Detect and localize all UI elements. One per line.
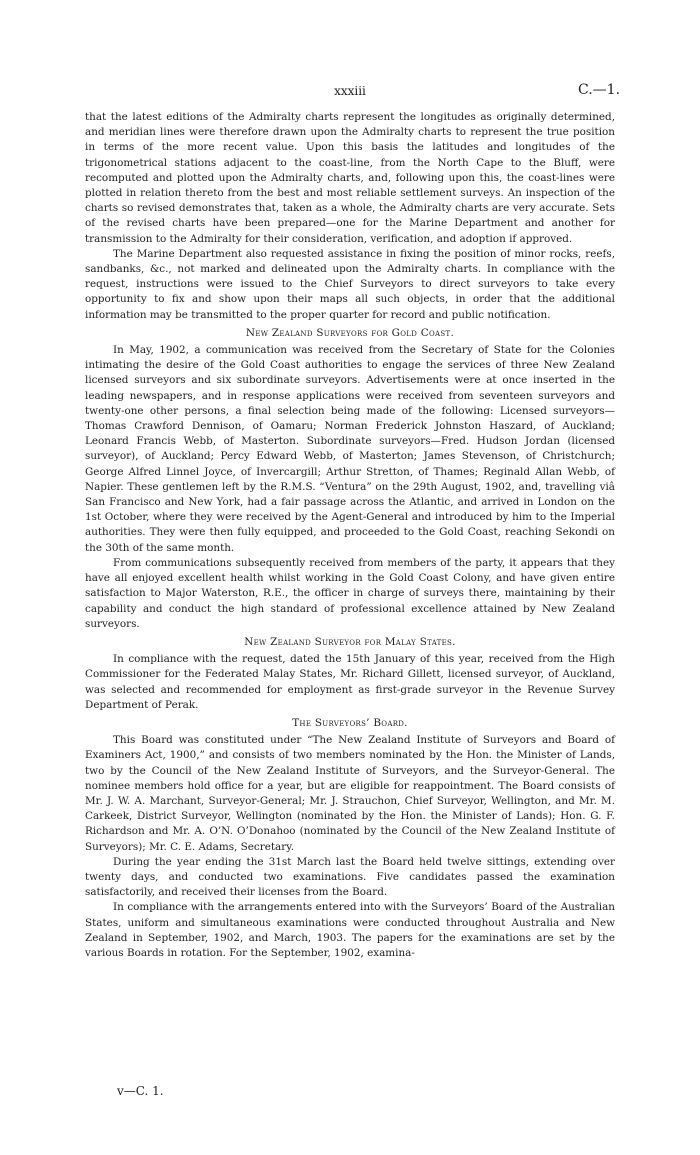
paragraph-board-sittings: During the year ending the 31st March last the Board held twelve sittings, extending over twenty days, and conducted two examinations. Five candidates passed the examination satisfactorily, and received their licenses from the Board. <box>85 855 615 899</box>
paragraph-australian-examinations: In compliance with the arrangements entered into with the Surveyors’ Board of the Australian States, uniform and simultaneous examinations were conducted throughout Australia and New Zealand in September, 1902, and March, 1903. The papers for the examinations are set by the various Boards in rotation. For the September, 1902, examina- <box>85 901 615 959</box>
paragraph-admiralty-charts: that the latest editions of the Admiralty charts represent the longitudes as originally determined, and meridian lines were therefore drawn upon the Admiralty charts to represent the true position in terms of the more recent value. Upon this basis the latitudes and longitudes of the trigonometrical stations adjacent to the coast-line, from the North Cape to the Bluff, were recomputed and plotted upon the Admiralty charts, and, following upon this, the coast-lines were plotted in relation thereto from the best and most reliable settlement surveys. An inspection of the charts so revised demonstrates that, taken as a whole, the Admiralty charts are very accurate. Sets of the revised charts have been prepared—one for the Marine Department and another for transmission to the Admiralty for their consideration, verification, and adoption if approved. <box>85 111 615 245</box>
heading-malay-states: New Zealand Surveyor for Malay States. <box>244 635 456 648</box>
paragraph-marine-department: The Marine Department also requested assistance in fixing the position of minor rocks, reefs, sandbanks, &c., not marked and delineated upon the Admiralty charts. In compliance with the request, instructions were issued to the Chief Surveyors to direct surveyors to take every opportunity to fix and show upon their maps all such objects, in order that the additional information may be transmitted to the proper quarter for record and public notification. <box>85 247 615 321</box>
paragraph-gold-coast-selection: In May, 1902, a communication was received from the Secretary of State for the Colonies intimating the desire of the Gold Coast authorities to engage the services of three New Zealand licensed surveyors and six subordinate surveyors. Advertisements were at once inserted in the leading newspapers, and in response applications were received from seventeen surveyors and twenty-one other persons, a final selection being made of the following: Licensed surveyors—Thomas Crawford Dennison, of Oamaru; Norman Frederick Johnston Haszard, of Auckland; Leonard Francis Webb, of Masterton. Subordinate surveyors—Fred. Hudson Jordan (licensed surveyor), of Auckland; Percy Edward Webb, of Masterton; James Stevenson, of Christchurch; George Alfred Linnel Joyce, of Invercargill; Arthur Stretton, of Thames; Reginald Allan Webb, of Napier. These gentlemen left by the R.M.S. “Ventura” on the 29th August, 1902, and, travelling viâ San Francisco and New York, had a fair passage across the Atlantic, and arrived in London on the 1st October, where they were received by the Agent-General and introduced by him to the Imperial authorities. They were then fully equipped, and proceeded to the Gold Coast, reaching Sekondi on the 30th of the same month. <box>85 344 615 554</box>
document-reference: C.—1. <box>578 82 621 98</box>
paragraph-malay-states: In compliance with the request, dated the 15th January of this year, received from the High Commissioner for the Federated Malay States, Mr. Richard Gillett, licensed surveyor, of Auckland, was selected and recommended for employment as first-grade surveyor in the Revenue Survey Department of Perak. <box>85 653 615 711</box>
body-text <box>85 110 615 961</box>
page-number: xxxiii <box>334 84 366 98</box>
paragraph-gold-coast-reports: From communications subsequently received from members of the party, it appears that they have all enjoyed excellent health whilst working in the Gold Coast Colony, and have given entire satisfaction to Major Waterston, R.E., the officer in charge of surveys there, maintaining by their capability and conduct the high standard of professional excellence attained by New Zealand surveyors. <box>85 556 615 630</box>
paragraph-board-constitution: This Board was constituted under “The New Zealand Institute of Surveyors and Board of Examiners Act, 1900,” and consists of two members nominated by the Hon. the Minister of Lands, two by the Council of the New Zealand Institute of Surveyors, and the Surveyor-General. The nominee members hold office for a year, but are eligible for reappointment. The Board consists of Mr. J. W. A. Marchant, Surveyor-General; Mr. J. Strauchon, Chief Surveyor, Wellington, and Mr. M. Carkeek, District Surveyor, Wellington (nominated by the Hon. the Minister of Lands); Hon. G. F. Richardson and Mr. A. O’N. O’Donahoo (nominated by the Council of the New Zealand Institute of Surveyors); Mr. C. E. Adams, Secretary. <box>85 734 615 853</box>
signature-mark: v—C. 1. <box>117 1084 164 1098</box>
heading-gold-coast: New Zealand Surveyors for Gold Coast. <box>245 326 455 339</box>
heading-surveyors-board: The Surveyors’ Board. <box>292 716 408 729</box>
